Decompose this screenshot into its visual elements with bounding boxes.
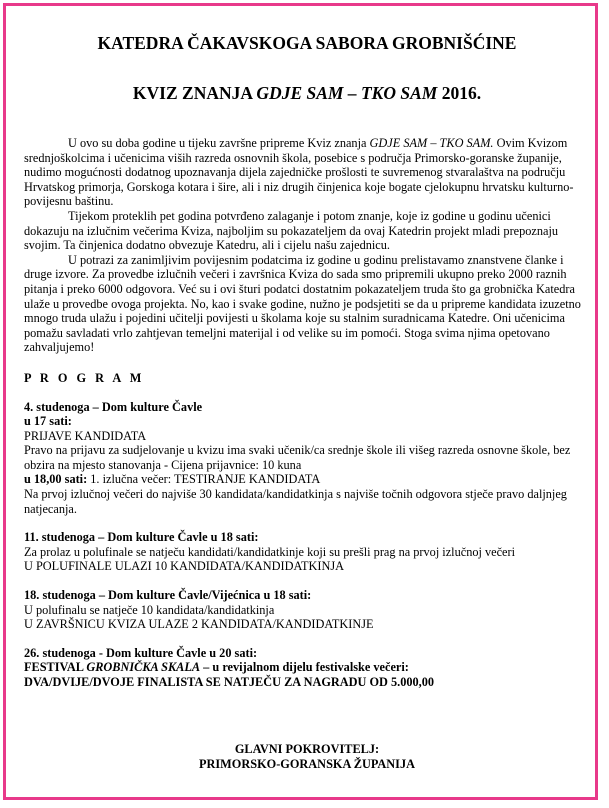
event-1-date: 4. studenoga – Dom kulture Čavle xyxy=(24,399,203,414)
document-subtitle xyxy=(24,82,590,104)
intro-p1-text-b: Ovim Kvizom srednjoškolcima i učenicima viših razreda osnovnih škola, posebice s područja Primorsko-goranske županije, nudimo mogućnosti dodatnog upoznavanja dijela zajedničke prošlosti te suvremenog stvaralaštva na području Hrvatskog primorja, Gorskoga kotara i šire, ali i niz drugih činjenica koje bogate cjelokupnu hrvatsku kulturno-povijesnu baštinu. xyxy=(24,136,574,209)
event-2-line-1: Za prolaz u polufinale se natječu kandidati/kandidatkinje koji su prešli prag na prvoj izlučnoj večeri xyxy=(24,544,516,559)
event-1-line-4: Na prvoj izlučnoj večeri do najviše 30 kandidata/kandidatkinja s najviše točnih odgovora stječe pravo daljnjeg natjecanja. xyxy=(24,487,567,516)
footer-line-1: GLAVNI POKROVITELJ: xyxy=(234,742,380,756)
intro-p1-italic: GDJE SAM – TKO SAM. xyxy=(369,136,494,150)
event-1-time-1: u 17 sati: xyxy=(24,414,72,429)
intro-p1-text-a: U ovo su doba godine u tijeku završne pripreme Kviz znanja xyxy=(68,136,370,150)
event-4-line-1-italic: GROBNIČKA SKALA xyxy=(86,660,201,675)
event-1-line-2: Pravo na prijavu za sudjelovanje u kvizu ima svaki učenik/ca srednje škole ili višeg razreda osnovne škole, bez obzira na mjesto stanovanja - Cijena prijavnice: 10 kuna xyxy=(24,443,571,472)
footer-sponsor xyxy=(24,742,590,772)
event-4-line-1-a: FESTIVAL xyxy=(24,660,87,675)
event-2-date: 11. studenoga – Dom kulture Čavle u 18 sati: xyxy=(24,530,259,545)
program-event-1 xyxy=(24,400,590,517)
event-4-line-2: DVA/DVIJE/DVOJE FINALISTA SE NATJEČU ZA NAGRADU OD 5.000,00 xyxy=(24,675,435,689)
event-1-line-3: 1. izlučna večer: TESTIRANJE KANDIDATA xyxy=(87,472,321,487)
event-1-line-1: PRIJAVE KANDIDATA xyxy=(24,428,147,443)
subtitle-prefix: KVIZ ZNANJA xyxy=(132,83,257,103)
event-4-date: 26. studenoga - Dom kulture Čavle u 20 sati: xyxy=(24,645,258,660)
footer-line-2: PRIMORSKO-GORANSKA ŽUPANIJA xyxy=(199,757,415,771)
subtitle-italic: GDJE SAM – TKO SAM xyxy=(256,83,438,103)
intro-paragraph-3: U potrazi za zanimljivim povijesnim podatcima iz godine u godinu prelistavamo znanstvene članke i druge izvore. Za provedbe izlučnih večeri i završnica Kviza do sada smo pripremili ukupno preko 2000 raznih pitanja i preko 6000 odgovora. Već su i ovi šturi podatci dostatnim pokazateljem truda što ga grobnička Katedra ulaže u provedbe ovoga projekta. No, kao i svake godine, nužno je podsjetiti se da u pripreme kandidata izuzetno mnogo truda ulažu i pojedini učitelji povijesti u školama koje su stalnim suradnicama Katedre. Oni učenicima pomažu savladati vrlo zahtjevan temeljni materijal i od velike su im pomoći. Stoga svima njima opetovano zahvaljujemo! xyxy=(24,252,581,355)
program-heading: P R O G R A M xyxy=(24,370,145,385)
event-4-line-1 xyxy=(24,660,590,675)
program-event-2 xyxy=(24,530,590,574)
event-2-line-2: U POLUFINALE ULAZI 10 KANDIDATA/KANDIDATKINJA xyxy=(24,559,345,574)
document-title: KATEDRA ČAKAVSKOGA SABORA GROBNIŠĆINE xyxy=(97,33,517,53)
event-1-time-2-row xyxy=(24,472,590,487)
document-page xyxy=(24,32,590,771)
subtitle-suffix: 2016. xyxy=(437,83,482,103)
intro-section xyxy=(24,136,590,355)
event-3-line-2: U ZAVRŠNICU KVIZA ULAZE 2 KANDIDATA/KANDIDATKINJE xyxy=(24,617,374,632)
program-event-4 xyxy=(24,646,590,690)
intro-paragraph-2: Tijekom proteklih pet godina potvrđeno zalaganje i potom znanje, koje iz godine u godinu učenici dokazuju na izlučnim večerima Kviza, najboljim su pokazateljem da ovaj Katedrin projekt mladi prepoznaju svojim. Ta činjenica dodatno obvezuje Katedru, ali i cijelu našu zajednicu. xyxy=(24,208,559,253)
program-event-3 xyxy=(24,588,590,632)
event-3-line-1: U polufinalu se natječe 10 kandidata/kandidatkinja xyxy=(24,602,275,617)
event-1-time-2: u 18,00 sati: xyxy=(24,472,88,487)
intro-paragraph-1 xyxy=(24,136,590,209)
event-3-date: 18. studenoga – Dom kulture Čavle/Vijećnica u 18 sati: xyxy=(24,588,312,603)
event-4-line-1-b: – u revijalnom dijelu festivalske večeri: xyxy=(200,660,409,675)
